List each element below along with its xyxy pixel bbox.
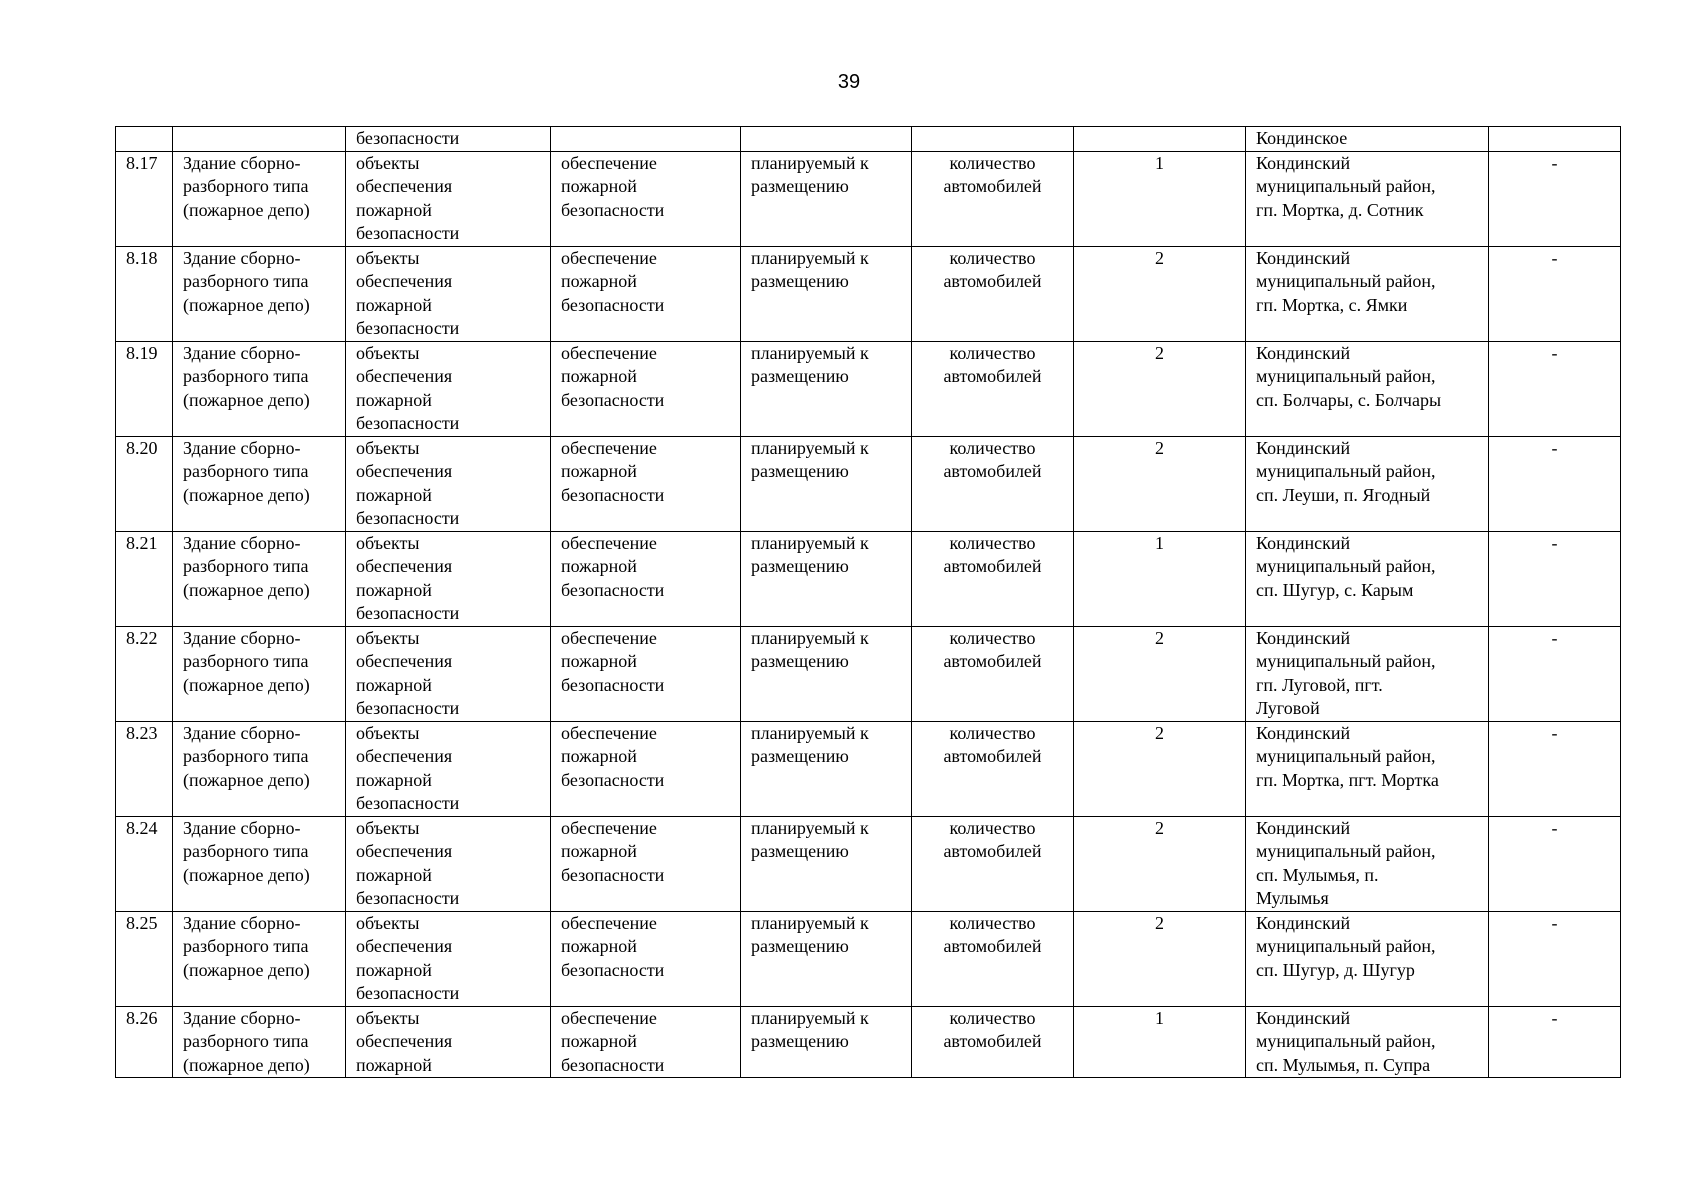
cell-status [741, 911, 912, 1006]
cell-category: безопасности [346, 127, 551, 152]
cell-name-text: Здание сборно- разборного типа (пожарное депо) [183, 627, 310, 695]
cell-zone [1489, 341, 1621, 436]
cell-zone [1489, 436, 1621, 531]
cell-category-text: объекты обеспечения пожарной безопасности [356, 247, 460, 338]
cell-location-text: Кондинский муниципальный район, гп. Луговой, пгт. Луговой [1256, 627, 1436, 718]
cell-status-text: планируемый к размещению [751, 627, 869, 671]
cell-status-text: планируемый к размещению [751, 912, 869, 956]
cell-purpose [551, 531, 741, 626]
cell-location [1246, 911, 1489, 1006]
cell-zone-text: - [1551, 1007, 1558, 1028]
cell-name-text: Здание сборно- разборного типа (пожарное депо) [183, 247, 310, 315]
cell-zone [1489, 246, 1621, 341]
cell-zone [1489, 911, 1621, 1006]
table-row [116, 721, 1621, 816]
cell-purpose-text: обеспечение пожарной безопасности [561, 627, 665, 695]
cell-characteristic [912, 127, 1074, 152]
objects-table [115, 126, 1621, 1078]
cell-location: Кондинское [1246, 127, 1489, 152]
continuation-row [116, 127, 1621, 152]
cell-num-text: 8.22 [126, 627, 158, 648]
cell-num [116, 341, 173, 436]
table-row [116, 246, 1621, 341]
cell-characteristic-text: количество автомобилей [943, 1007, 1042, 1051]
cell-purpose [551, 626, 741, 721]
cell-characteristic-text: количество автомобилей [943, 247, 1042, 291]
cell-value [1074, 246, 1246, 341]
cell-zone-text: - [1551, 437, 1558, 458]
cell-num [116, 151, 173, 246]
cell-value-text: 1 [1155, 152, 1164, 173]
cell-name-text: Здание сборно- разборного типа (пожарное депо) [183, 722, 310, 790]
cell-value-text: 1 [1155, 1007, 1164, 1028]
cell-status [741, 816, 912, 911]
cell-num-text: 8.17 [126, 152, 158, 173]
cell-characteristic [912, 436, 1074, 531]
cell-purpose [551, 341, 741, 436]
cell-value [1074, 1006, 1246, 1078]
cell-category-text: объекты обеспечения пожарной безопасности [356, 817, 460, 908]
cell-num-text: 8.25 [126, 912, 158, 933]
cell-category [346, 436, 551, 531]
cell-name-text: Здание сборно- разборного типа (пожарное депо) [183, 817, 310, 885]
cell-value [1074, 911, 1246, 1006]
cell-purpose [551, 1006, 741, 1078]
cell-num-text: 8.24 [126, 817, 158, 838]
cell-location-text: Кондинский муниципальный район, сп. Мулымья, п. Супра [1256, 1007, 1436, 1075]
cell-purpose-text: обеспечение пожарной безопасности [561, 722, 665, 790]
cell-characteristic [912, 721, 1074, 816]
cell-location [1246, 626, 1489, 721]
cell-category [346, 911, 551, 1006]
cell-zone-text: - [1551, 532, 1558, 553]
cell-characteristic [912, 531, 1074, 626]
cell-name-text: Здание сборно- разборного типа (пожарное депо) [183, 152, 310, 220]
cell-purpose-text: обеспечение пожарной безопасности [561, 532, 665, 600]
table-row [116, 151, 1621, 246]
cell-status [741, 721, 912, 816]
cell-status [741, 151, 912, 246]
cell-location [1246, 1006, 1489, 1078]
cell-category-text: объекты обеспечения пожарной безопасности [356, 342, 460, 433]
cell-status-text: планируемый к размещению [751, 817, 869, 861]
cell-purpose [551, 436, 741, 531]
cell-zone-text: - [1551, 722, 1558, 743]
cell-characteristic-text: количество автомобилей [943, 912, 1042, 956]
cell-characteristic [912, 911, 1074, 1006]
cell-category-text: объекты обеспечения пожарной безопасности [356, 437, 460, 528]
cell-status [741, 127, 912, 152]
cell-status [741, 1006, 912, 1078]
cell-status-text: планируемый к размещению [751, 722, 869, 766]
table-row [116, 436, 1621, 531]
cell-value-text: 2 [1155, 817, 1164, 838]
cell-location-text: Кондинский муниципальный район, сп. Шугур, с. Карым [1256, 532, 1436, 600]
cell-name [173, 1006, 346, 1078]
cell-purpose-text: обеспечение пожарной безопасности [561, 152, 665, 220]
cell-zone [1489, 531, 1621, 626]
cell-location [1246, 721, 1489, 816]
cell-characteristic-text: количество автомобилей [943, 627, 1042, 671]
cell-value-text: 2 [1155, 627, 1164, 648]
cell-zone [1489, 1006, 1621, 1078]
cell-status [741, 436, 912, 531]
cell-location-text: Кондинский муниципальный район, сп. Болчары, с. Болчары [1256, 342, 1442, 410]
cell-zone [1489, 151, 1621, 246]
cell-characteristic-text: количество автомобилей [943, 722, 1042, 766]
cell-category [346, 246, 551, 341]
cell-name [173, 911, 346, 1006]
table-row [116, 816, 1621, 911]
table-row [116, 626, 1621, 721]
cell-category-text: объекты обеспечения пожарной [356, 1007, 453, 1075]
cell-characteristic-text: количество автомобилей [943, 152, 1042, 196]
cell-characteristic [912, 1006, 1074, 1078]
cell-zone [1489, 721, 1621, 816]
cell-status-text: планируемый к размещению [751, 437, 869, 481]
cell-num-text: 8.19 [126, 342, 158, 363]
cell-category [346, 1006, 551, 1078]
cell-category-text: объекты обеспечения пожарной безопасности [356, 532, 460, 623]
table-row [116, 1006, 1621, 1078]
cell-value [1074, 151, 1246, 246]
cell-name-text: Здание сборно- разборного типа (пожарное депо) [183, 342, 310, 410]
cell-characteristic-text: количество автомобилей [943, 817, 1042, 861]
table-row [116, 911, 1621, 1006]
cell-location-text: Кондинский муниципальный район, сп. Мулымья, п. Мулымья [1256, 817, 1436, 908]
cell-status-text: планируемый к размещению [751, 342, 869, 386]
cell-value [1074, 531, 1246, 626]
cell-name [173, 721, 346, 816]
cell-status [741, 341, 912, 436]
cell-location-text: Кондинский муниципальный район, сп. Шугур, д. Шугур [1256, 912, 1436, 980]
cell-num-text: 8.23 [126, 722, 158, 743]
cell-num-text: 8.20 [126, 437, 158, 458]
cell-value [1074, 436, 1246, 531]
cell-value-text: 2 [1155, 247, 1164, 268]
cell-characteristic-text: количество автомобилей [943, 532, 1042, 576]
cell-name [173, 341, 346, 436]
cell-status-text: планируемый к размещению [751, 532, 869, 576]
cell-characteristic-text: количество автомобилей [943, 342, 1042, 386]
cell-zone [1489, 626, 1621, 721]
cell-characteristic [912, 341, 1074, 436]
table-row [116, 341, 1621, 436]
cell-name-text: Здание сборно- разборного типа (пожарное депо) [183, 437, 310, 505]
cell-value-text: 2 [1155, 342, 1164, 363]
cell-zone-text: - [1551, 627, 1558, 648]
cell-category-text: объекты обеспечения пожарной безопасности [356, 627, 460, 718]
cell-num [116, 436, 173, 531]
cell-num-text: 8.21 [126, 532, 158, 553]
cell-status-text: планируемый к размещению [751, 1007, 869, 1051]
cell-value [1074, 626, 1246, 721]
cell-location [1246, 246, 1489, 341]
cell-num [116, 911, 173, 1006]
cell-name [173, 127, 346, 152]
cell-num [116, 127, 173, 152]
cell-category [346, 816, 551, 911]
cell-name [173, 151, 346, 246]
cell-category-text: объекты обеспечения пожарной безопасности [356, 722, 460, 813]
cell-name [173, 626, 346, 721]
cell-zone [1489, 816, 1621, 911]
cell-purpose [551, 151, 741, 246]
cell-num [116, 1006, 173, 1078]
cell-characteristic [912, 151, 1074, 246]
cell-name-text: Здание сборно- разборного типа (пожарное депо) [183, 912, 310, 980]
cell-characteristic-text: количество автомобилей [943, 437, 1042, 481]
cell-name [173, 436, 346, 531]
cell-zone-text: - [1551, 912, 1558, 933]
cell-value-text: 2 [1155, 437, 1164, 458]
cell-category-text: объекты обеспечения пожарной безопасности [356, 912, 460, 1003]
cell-name [173, 531, 346, 626]
cell-value [1074, 127, 1246, 152]
cell-characteristic [912, 816, 1074, 911]
cell-category [346, 721, 551, 816]
cell-name-text: Здание сборно- разборного типа (пожарное депо) [183, 532, 310, 600]
cell-status-text: планируемый к размещению [751, 247, 869, 291]
cell-location-text: Кондинский муниципальный район, гп. Мортка, пгт. Мортка [1256, 722, 1439, 790]
cell-purpose [551, 816, 741, 911]
cell-num-text: 8.26 [126, 1007, 158, 1028]
cell-location-text: Кондинский муниципальный район, сп. Леуши, п. Ягодный [1256, 437, 1436, 505]
cell-num [116, 626, 173, 721]
cell-characteristic [912, 626, 1074, 721]
cell-location [1246, 151, 1489, 246]
cell-name [173, 246, 346, 341]
cell-name-text: Здание сборно- разборного типа (пожарное депо) [183, 1007, 310, 1075]
table-body [116, 127, 1621, 1078]
cell-status-text: планируемый к размещению [751, 152, 869, 196]
cell-zone-text: - [1551, 817, 1558, 838]
cell-zone-text: - [1551, 342, 1558, 363]
cell-value [1074, 721, 1246, 816]
cell-purpose [551, 911, 741, 1006]
cell-value [1074, 816, 1246, 911]
cell-location [1246, 436, 1489, 531]
cell-category-text: объекты обеспечения пожарной безопасности [356, 152, 460, 243]
cell-purpose-text: обеспечение пожарной безопасности [561, 1007, 665, 1075]
cell-status [741, 246, 912, 341]
cell-purpose [551, 721, 741, 816]
cell-location [1246, 531, 1489, 626]
cell-value [1074, 341, 1246, 436]
cell-zone [1489, 127, 1621, 152]
cell-location [1246, 341, 1489, 436]
cell-num-text: 8.18 [126, 247, 158, 268]
cell-name [173, 816, 346, 911]
cell-status [741, 531, 912, 626]
cell-value-text: 1 [1155, 532, 1164, 553]
cell-purpose-text: обеспечение пожарной безопасности [561, 817, 665, 885]
cell-num [116, 246, 173, 341]
cell-num [116, 531, 173, 626]
cell-category [346, 341, 551, 436]
cell-purpose [551, 246, 741, 341]
cell-category [346, 531, 551, 626]
table-row [116, 531, 1621, 626]
cell-category [346, 151, 551, 246]
cell-purpose-text: обеспечение пожарной безопасности [561, 437, 665, 505]
cell-status [741, 626, 912, 721]
cell-location-text: Кондинский муниципальный район, гп. Мортка, с. Ямки [1256, 247, 1436, 315]
cell-num [116, 816, 173, 911]
cell-location-text: Кондинский муниципальный район, гп. Мортка, д. Сотник [1256, 152, 1436, 220]
cell-category [346, 626, 551, 721]
cell-purpose [551, 127, 741, 152]
page-number: 39 [837, 71, 861, 93]
cell-zone-text: - [1551, 247, 1558, 268]
cell-location [1246, 816, 1489, 911]
cell-value-text: 2 [1155, 722, 1164, 743]
cell-characteristic [912, 246, 1074, 341]
cell-zone-text: - [1551, 152, 1558, 173]
cell-num [116, 721, 173, 816]
cell-purpose-text: обеспечение пожарной безопасности [561, 912, 665, 980]
cell-purpose-text: обеспечение пожарной безопасности [561, 342, 665, 410]
cell-value-text: 2 [1155, 912, 1164, 933]
cell-purpose-text: обеспечение пожарной безопасности [561, 247, 665, 315]
